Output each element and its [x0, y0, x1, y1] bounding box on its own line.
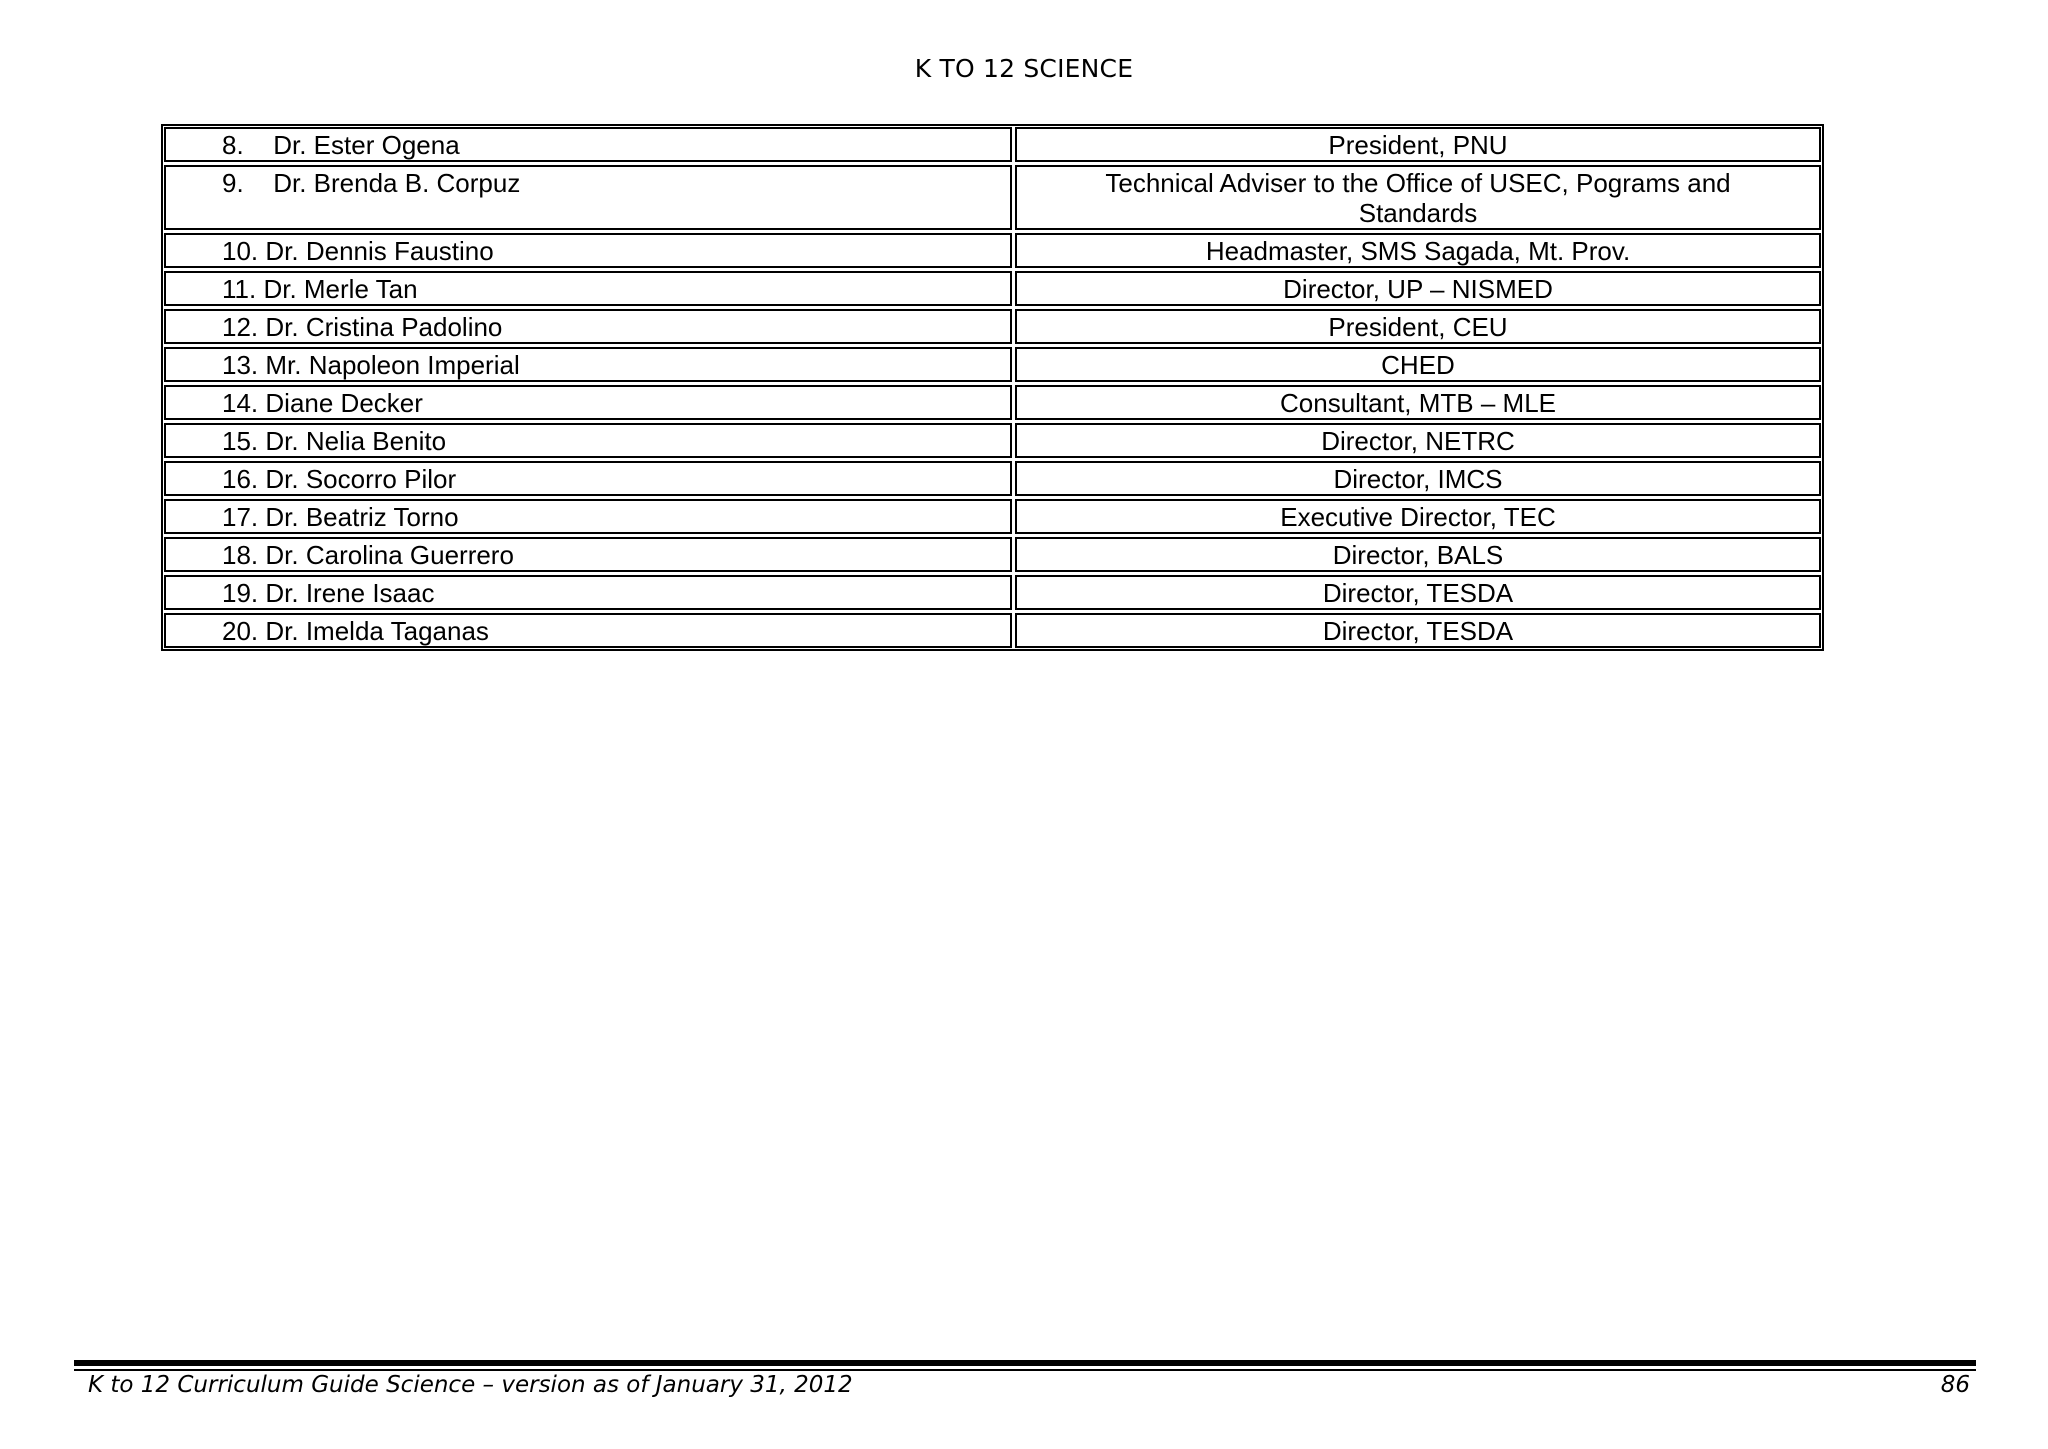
member-name-cell [164, 575, 1012, 610]
footer-rule-thin [74, 1369, 1976, 1371]
members-table-frame [161, 124, 1824, 651]
member-number: 9. [222, 168, 244, 198]
member-number: 14. [222, 388, 259, 418]
member-role-cell: Technical Adviser to the Office of USEC, Pograms and Standards [1015, 165, 1821, 230]
member-role-cell: Director, TESDA [1015, 613, 1821, 648]
member-number: 17. [222, 502, 259, 532]
member-name-cell [164, 613, 1012, 648]
member-role-cell: Director, UP – NISMED [1015, 271, 1821, 306]
member-number: 15. [222, 426, 259, 456]
table-row [164, 385, 1821, 420]
member-name-cell [164, 385, 1012, 420]
member-name: Dr. Ester Ogena [273, 130, 460, 160]
member-role-cell: Director, TESDA [1015, 575, 1821, 610]
member-number: 8. [222, 130, 244, 160]
member-name-cell [164, 461, 1012, 496]
table-row [164, 309, 1821, 344]
member-name: Dr. Nelia Benito [265, 426, 447, 456]
table-row [164, 575, 1821, 610]
member-name-cell [164, 233, 1012, 268]
member-name: Dr. Carolina Guerrero [265, 540, 514, 570]
table-row [164, 165, 1821, 230]
table-row [164, 423, 1821, 458]
member-name: Dr. Merle Tan [263, 274, 418, 304]
members-table-body [164, 127, 1821, 648]
member-name-cell [164, 347, 1012, 382]
member-name-cell [164, 127, 1012, 162]
member-number: 10. [222, 236, 259, 266]
table-row [164, 499, 1821, 534]
footer-text: K to 12 Curriculum Guide Science – version as of January 31, 2012 [88, 1372, 853, 1398]
member-number: 11. [222, 274, 257, 304]
page-header-title: K TO 12 SCIENCE [914, 54, 1134, 83]
member-name-cell [164, 423, 1012, 458]
member-name: Mr. Napoleon Imperial [265, 350, 520, 380]
table-row [164, 537, 1821, 572]
member-role-cell: President, PNU [1015, 127, 1821, 162]
member-number: 19. [222, 578, 259, 608]
member-name: Dr. Brenda B. Corpuz [273, 168, 521, 198]
member-number: 13. [222, 350, 259, 380]
page-number: 86 [1940, 1372, 1970, 1398]
member-role-cell: Director, IMCS [1015, 461, 1821, 496]
footer-rule [74, 1360, 1976, 1366]
member-name: Diane Decker [265, 388, 423, 418]
table-row [164, 461, 1821, 496]
member-name: Dr. Socorro Pilor [265, 464, 457, 494]
member-name: Dr. Imelda Taganas [265, 616, 489, 646]
members-table [161, 124, 1824, 651]
member-number: 12. [222, 312, 259, 342]
table-row [164, 271, 1821, 306]
table-row [164, 347, 1821, 382]
member-role-cell: CHED [1015, 347, 1821, 382]
member-name-cell [164, 165, 1012, 230]
member-number: 20. [222, 616, 259, 646]
member-name: Dr. Irene Isaac [265, 578, 435, 608]
member-role-cell: President, CEU [1015, 309, 1821, 344]
member-role-cell: Consultant, MTB – MLE [1015, 385, 1821, 420]
member-number: 18. [222, 540, 259, 570]
member-name: Dr. Dennis Faustino [265, 236, 494, 266]
table-row [164, 233, 1821, 268]
table-row [164, 613, 1821, 648]
member-name: Dr. Cristina Padolino [265, 312, 503, 342]
member-role-cell: Director, NETRC [1015, 423, 1821, 458]
member-role-cell: Director, BALS [1015, 537, 1821, 572]
member-name-cell [164, 499, 1012, 534]
member-role-cell: Headmaster, SMS Sagada, Mt. Prov. [1015, 233, 1821, 268]
member-number: 16. [222, 464, 259, 494]
member-name-cell [164, 537, 1012, 572]
member-role-cell: Executive Director, TEC [1015, 499, 1821, 534]
member-name-cell [164, 309, 1012, 344]
table-row [164, 127, 1821, 162]
member-name: Dr. Beatriz Torno [265, 502, 459, 532]
member-name-cell [164, 271, 1012, 306]
